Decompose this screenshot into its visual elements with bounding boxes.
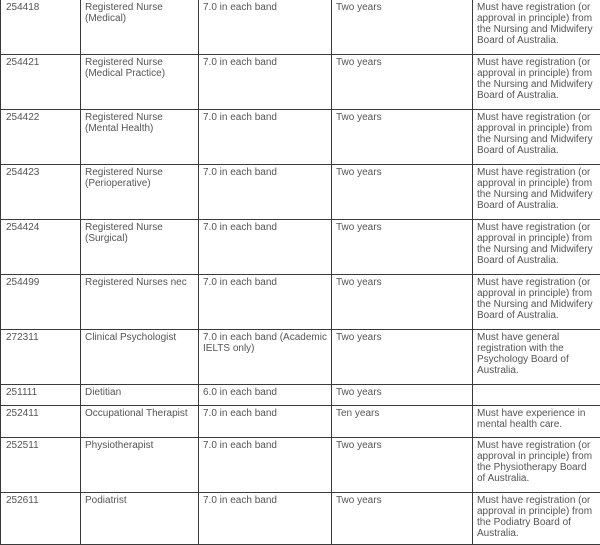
english-requirement-cell: 7.0 in each band: [199, 55, 332, 110]
english-requirement-cell: 6.0 in each band: [199, 385, 332, 406]
work-experience-cell: Two years: [332, 330, 473, 385]
work-experience-cell: Two years: [332, 438, 473, 493]
registration-requirement-cell: Must have registration (or approval in principle) from the Nursing and Midwifery Board of Australia.: [473, 55, 600, 110]
english-requirement-cell: 7.0 in each band: [199, 0, 332, 55]
table-row: [1, 220, 600, 275]
table-row: [1, 385, 600, 406]
registration-requirement-cell: Must have registration (or approval in principle) from the Nursing and Midwifery Board of Australia.: [473, 0, 600, 55]
occupation-name-cell: Registered Nurse (Perioperative): [81, 165, 199, 220]
occupation-name-cell: Occupational Therapist: [81, 406, 199, 438]
registration-requirement-cell: Must have general registration with the Psychology Board of Australia.: [473, 330, 600, 385]
occupation-name-cell: Podiatrist: [81, 493, 199, 545]
table-row: [1, 0, 600, 55]
english-requirement-cell: 7.0 in each band: [199, 275, 332, 330]
occupation-code-cell: 254422: [1, 110, 81, 165]
work-experience-cell: Two years: [332, 385, 473, 406]
english-requirement-cell: 7.0 in each band: [199, 110, 332, 165]
occupation-code-cell: 272311: [1, 330, 81, 385]
english-requirement-cell: 7.0 in each band: [199, 438, 332, 493]
table-row: [1, 165, 600, 220]
table-row: [1, 330, 600, 385]
occupation-code-cell: 252511: [1, 438, 81, 493]
table-row: [1, 110, 600, 165]
occupation-name-cell: Registered Nurses nec: [81, 275, 199, 330]
table-row: [1, 406, 600, 438]
table-row: [1, 55, 600, 110]
occupation-name-cell: Clinical Psychologist: [81, 330, 199, 385]
registration-requirement-cell: Must have registration (or approval in principle) from the Nursing and Midwifery Board of Australia.: [473, 165, 600, 220]
work-experience-cell: Two years: [332, 493, 473, 545]
occupation-code-cell: 254423: [1, 165, 81, 220]
work-experience-cell: Two years: [332, 275, 473, 330]
work-experience-cell: Two years: [332, 0, 473, 55]
registration-requirement-cell: Must have registration (or approval in principle) from the Podiatry Board of Australia.: [473, 493, 600, 545]
registration-requirement-cell: Must have registration (or approval in principle) from the Nursing and Midwifery Board of Australia.: [473, 110, 600, 165]
occupation-code-cell: 252411: [1, 406, 81, 438]
english-requirement-cell: 7.0 in each band: [199, 493, 332, 545]
english-requirement-cell: 7.0 in each band: [199, 220, 332, 275]
occupation-code-cell: 254418: [1, 0, 81, 55]
occupation-name-cell: Registered Nurse (Mental Health): [81, 110, 199, 165]
work-experience-cell: Ten years: [332, 406, 473, 438]
table-row: [1, 493, 600, 545]
occupation-code-cell: 254424: [1, 220, 81, 275]
table-row: [1, 438, 600, 493]
occupation-name-cell: Registered Nurse (Medical): [81, 0, 199, 55]
english-requirement-cell: 7.0 in each band (Academic IELTS only): [199, 330, 332, 385]
registration-requirement-cell: [473, 385, 600, 406]
occupation-name-cell: Registered Nurse (Medical Practice): [81, 55, 199, 110]
occupation-name-cell: Dietitian: [81, 385, 199, 406]
occupation-name-cell: Registered Nurse (Surgical): [81, 220, 199, 275]
registration-requirement-cell: Must have registration (or approval in principle) from the Nursing and Midwifery Board of Australia.: [473, 220, 600, 275]
work-experience-cell: Two years: [332, 220, 473, 275]
work-experience-cell: Two years: [332, 110, 473, 165]
english-requirement-cell: 7.0 in each band: [199, 406, 332, 438]
registration-requirement-cell: Must have experience in mental health care.: [473, 406, 600, 438]
occupation-code-cell: 252611: [1, 493, 81, 545]
registration-requirement-cell: Must have registration (or approval in principle) from the Physiotherapy Board of Australia.: [473, 438, 600, 493]
occupation-code-cell: 254421: [1, 55, 81, 110]
registration-requirement-cell: Must have registration (or approval in principle) from the Nursing and Midwifery Board of Australia.: [473, 275, 600, 330]
table-row: [1, 275, 600, 330]
occupation-code-cell: 251111: [1, 385, 81, 406]
occupation-code-cell: 254499: [1, 275, 81, 330]
english-requirement-cell: 7.0 in each band: [199, 165, 332, 220]
occupation-name-cell: Physiotherapist: [81, 438, 199, 493]
work-experience-cell: Two years: [332, 165, 473, 220]
work-experience-cell: Two years: [332, 55, 473, 110]
